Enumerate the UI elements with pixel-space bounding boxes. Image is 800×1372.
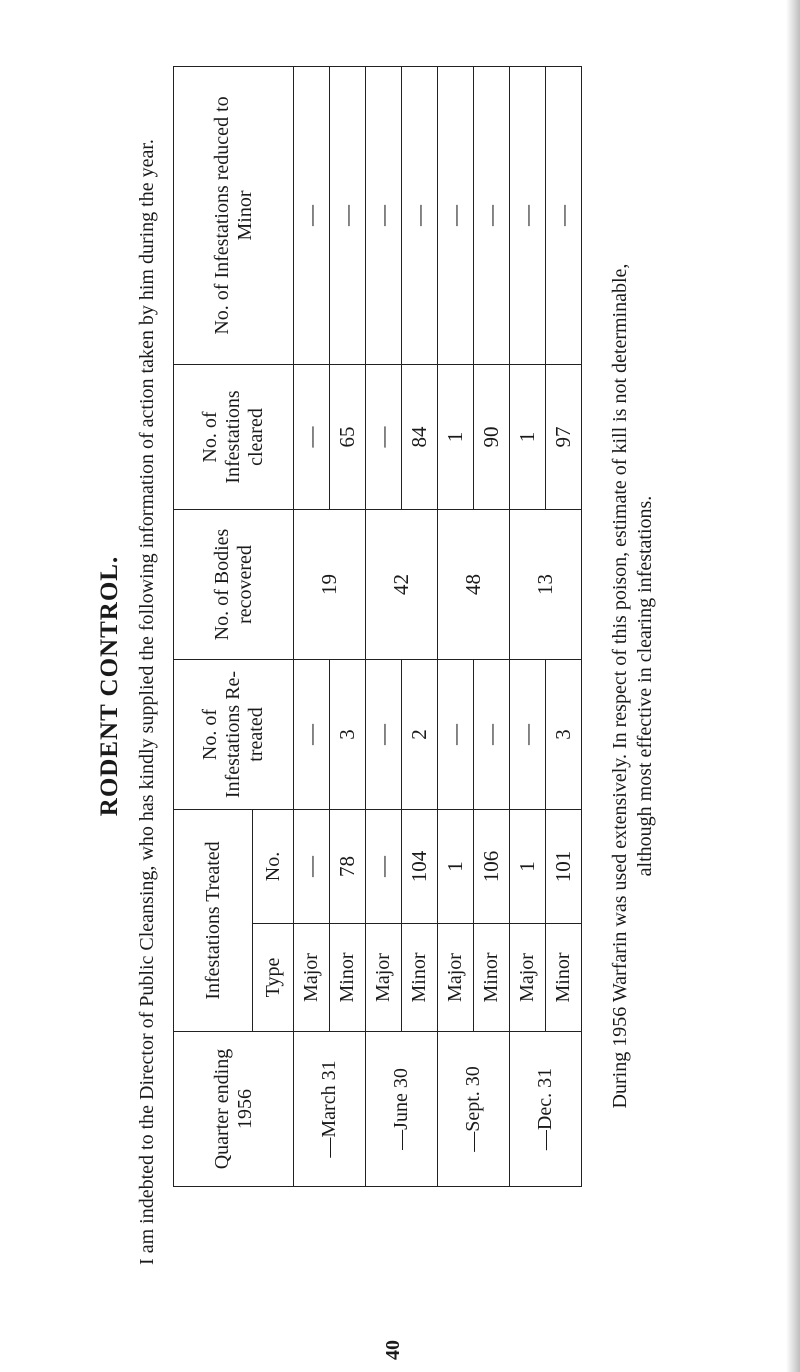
quarter-cell: —June 30 <box>366 1032 438 1187</box>
page-number: 40 <box>382 1340 404 1360</box>
treated-no-cell: — <box>366 810 402 924</box>
header-type: Type <box>253 924 294 1032</box>
cleared-cell: 1 <box>438 365 474 510</box>
retreated-cell: 2 <box>402 660 438 810</box>
type-cell: Minor <box>330 924 366 1032</box>
cleared-cell: 90 <box>474 365 510 510</box>
reduced-cell: — <box>330 67 366 365</box>
treated-no-cell: 106 <box>474 810 510 924</box>
retreated-cell: — <box>474 660 510 810</box>
type-cell: Major <box>366 924 402 1032</box>
treated-no-cell: — <box>294 810 330 924</box>
retreated-cell: — <box>366 660 402 810</box>
retreated-cell: — <box>294 660 330 810</box>
header-quarter: Quarter ending 1956 <box>174 1032 294 1187</box>
header-retreated: No. of Infestations Re-treated <box>174 660 294 810</box>
treated-no-cell: 101 <box>546 810 582 924</box>
table-row <box>438 67 474 1187</box>
type-cell: Major <box>510 924 546 1032</box>
header-bodies-recovered: No. of Bodies recovered <box>174 510 294 660</box>
footnote-line-2: although most effective in clearing infestations. <box>634 495 656 877</box>
type-cell: Major <box>294 924 330 1032</box>
footnote <box>608 0 658 1372</box>
bodies-cell: 19 <box>294 510 366 660</box>
type-cell: Minor <box>474 924 510 1032</box>
treated-no-cell: 1 <box>510 810 546 924</box>
cleared-cell: 97 <box>546 365 582 510</box>
table-row <box>294 67 330 1187</box>
cleared-cell: 84 <box>402 365 438 510</box>
retreated-cell: 3 <box>546 660 582 810</box>
rodent-control-table <box>173 66 582 1187</box>
reduced-cell: — <box>294 67 330 365</box>
header-infestations-treated: Infestations Treated <box>174 810 253 1032</box>
table-row <box>366 67 402 1187</box>
reduced-cell: — <box>474 67 510 365</box>
type-cell: Minor <box>546 924 582 1032</box>
reduced-cell: — <box>402 67 438 365</box>
footnote-line-1: During 1956 Warfarin was used extensively. In respect of this poison, estimate of kill is not determinable, <box>609 263 631 1109</box>
cleared-cell: — <box>366 365 402 510</box>
header-reduced-to-minor: No. of Infestations reduced to Minor <box>174 67 294 365</box>
reduced-cell: — <box>546 67 582 365</box>
retreated-cell: — <box>438 660 474 810</box>
intro-text: I am indebted to the Director of Public Cleansing, who has kindly supplied the following information of action taken by him during the year. <box>136 139 158 1265</box>
page-title: RODENT CONTROL. <box>96 555 123 817</box>
retreated-cell: 3 <box>330 660 366 810</box>
retreated-cell: — <box>510 660 546 810</box>
reduced-cell: — <box>510 67 546 365</box>
quarter-cell: —March 31 <box>294 1032 366 1187</box>
table-row <box>510 67 546 1187</box>
reduced-cell: — <box>438 67 474 365</box>
reduced-cell: — <box>366 67 402 365</box>
cleared-cell: 65 <box>330 365 366 510</box>
bodies-cell: 48 <box>438 510 510 660</box>
bodies-cell: 13 <box>510 510 582 660</box>
header-cleared: No. of Infestations cleared <box>174 365 294 510</box>
treated-no-cell: 104 <box>402 810 438 924</box>
cleared-cell: — <box>294 365 330 510</box>
type-cell: Major <box>438 924 474 1032</box>
quarter-cell: —Dec. 31 <box>510 1032 582 1187</box>
bodies-cell: 42 <box>366 510 438 660</box>
treated-no-cell: 1 <box>438 810 474 924</box>
treated-no-cell: 78 <box>330 810 366 924</box>
cleared-cell: 1 <box>510 365 546 510</box>
type-cell: Minor <box>402 924 438 1032</box>
header-no: No. <box>253 810 294 924</box>
quarter-cell: —Sept. 30 <box>438 1032 510 1187</box>
